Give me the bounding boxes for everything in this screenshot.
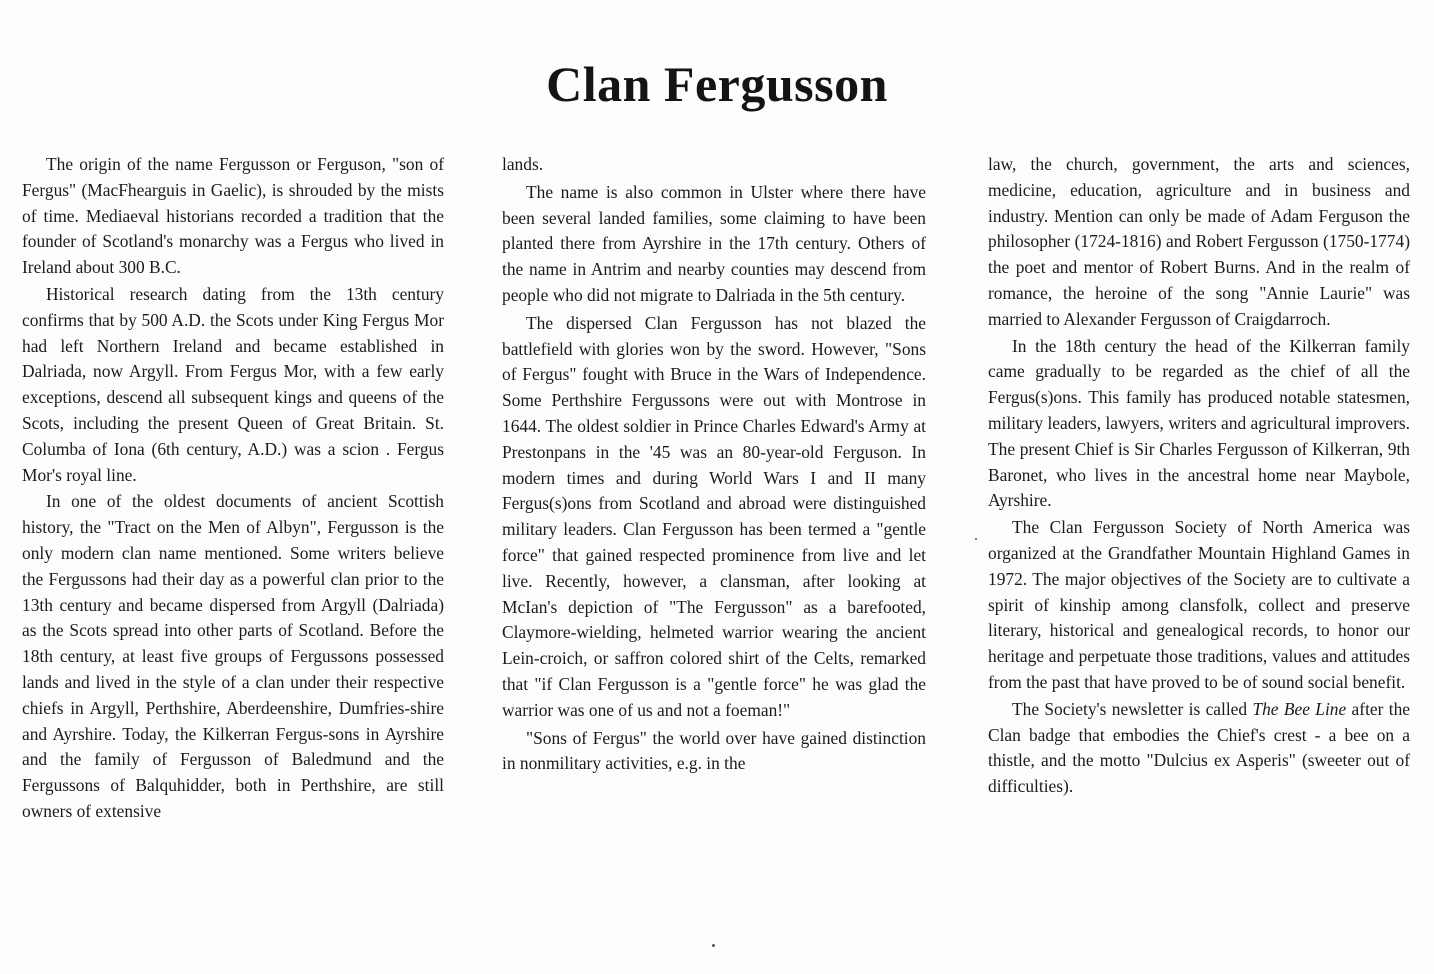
- paragraph: Historical research dating from the 13th century confirms that by 500 A.D. the Scots under King Fergus Mor had left Northern Ireland and became established in Dalriada, now Argyll. From Fergus Mor, with a few early exceptions, descend all subsequent kings and queens of the Scots, including the present Queen of Great Britain. St. Columba of Iona (6th century, A.D.) was a scion . Fergus Mor's royal line.: [22, 283, 444, 485]
- paragraph: The Clan Fergusson Society of North America was organized at the Grandfather Mountain Highland Games in 1972. The major objectives of the Society are to cultivate a spirit of kinship among clansfolk, collect and preserve literary, historical and genealogical records, to honor our heritage and perpetuate those traditions, values and attitudes from the past that have proved to be of sound social benefit.: [988, 517, 1410, 692]
- newsletter-paragraph: [988, 697, 1410, 800]
- text-column-2: [502, 152, 926, 777]
- newsletter-title: The Bee Line: [1252, 698, 1347, 719]
- page-title: Clan Fergusson: [546, 55, 888, 112]
- paragraph-continuation: lands.: [502, 154, 544, 174]
- paragraph: The name is also common in Ulster where there have been several landed families, some claiming to have been planted there from Ayrshire in the 17th century. Others of the name in Antrim and nearby counties may descend from people who did not migrate to Dalriada in the 5th century.: [502, 181, 926, 305]
- paragraph-continuation: law, the church, government, the arts and sciences, medicine, education, agriculture and in business and industry. Mention can only be made of Adam Ferguson the philosopher (1724-1816) and Robert Fergusson (1750-1774) the poet and mentor of Robert Burns. And in the realm of romance, the heroine of the song "Annie Laurie" was married to Alexander Fergusson of Craigdarroch.: [988, 154, 1410, 329]
- paragraph: In the 18th century the head of the Kilkerran family came gradually to be regarded as the chief of all the Fergus(s)ons. This family has produced notable statesmen, military leaders, lawyers, writers and agricultural improvers. The present Chief is Sir Charles Fergusson of Kilkerran, 9th Baronet, who lives in the ancestral home near Maybole, Ayrshire.: [988, 335, 1410, 511]
- print-speck: [712, 944, 715, 947]
- paragraph: In one of the oldest documents of ancient Scottish history, the "Tract on the Men of Albyn", Fergusson is the only modern clan name mentioned. Some writers believe the Fergussons had their day as a powerful clan prior to the 13th century and became dispersed from Argyll (Dalriada) as the Scots spread into other parts of Scotland. Before the 18th century, at least five groups of Fergussons possessed lands and lived in the style of a clan under their respective chiefs in Argyll, Perthshire, Aberdeenshire, Dumfries-shire and Ayrshire. Today, the Kilkerran Fergus-sons in Ayrshire and the family of Fergusson of Baledmund and the Fergussons of Balquhidder, both in Perthshire, are still owners of extensive: [22, 491, 444, 821]
- print-speck: [975, 538, 977, 540]
- text-run: The Society's newsletter is called: [1012, 698, 1253, 719]
- paragraph: "Sons of Fergus" the world over have gained distinction in nonmilitary activities, e.g. in the: [502, 727, 926, 774]
- text-column-3: [988, 152, 1410, 800]
- paragraph: The origin of the name Fergusson or Ferguson, "son of Fergus" (MacFhearguis in Gaelic), is shrouded by the mists of time. Mediaeval historians recorded a tradition that the founder of Scotland's monarchy was a Fergus who lived in Ireland about 300 B.C.: [22, 154, 444, 278]
- paragraph: The dispersed Clan Fergusson has not blazed the battlefield with glories won by the sword. However, "Sons of Fergus" fought with Bruce in the Wars of Independence. Some Perthshire Fergussons were out with Montrose in 1644. The oldest soldier in Prince Charles Edward's Army at Prestonpans in the '45 was an 80-year-old Ferguson. In modern times and during World Wars I and II many Fergus(s)ons from Scotland and abroad were distinguished military leaders. Clan Fergusson has been termed a "gentle force" that gained respected prominence from live and let live. Recently, however, a clansman, after looking at McIan's depiction of "The Fergusson" as a barefooted, Claymore-wielding, helmeted warrior wearing the ancient Lein-croich, or saffron colored shirt of the Celts, remarked that "if Clan Fergusson is a "gentle force" he was glad the warrior was one of us and not a foeman!": [502, 312, 926, 720]
- text-run: after the Clan badge that embodies the Chief's crest - a bee on a thistle, and the motto "Dulcius ex Asperis" (sweeter out of difficulties).: [988, 698, 1410, 797]
- text-column-1: [22, 152, 444, 825]
